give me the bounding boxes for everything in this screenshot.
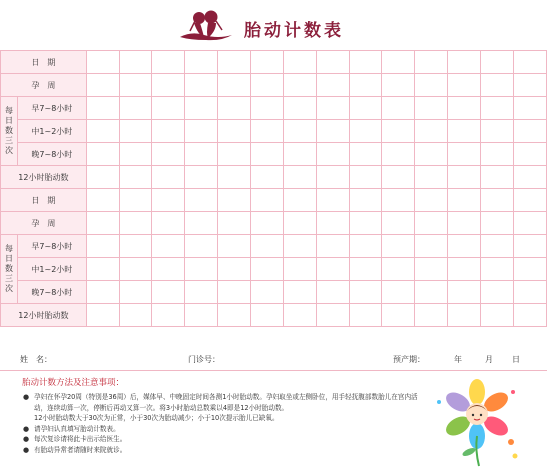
entry-cell[interactable]: [185, 166, 218, 189]
entry-cell[interactable]: [152, 189, 185, 212]
entry-cell[interactable]: [349, 212, 382, 235]
entry-cell[interactable]: [185, 97, 218, 120]
instruction-item: ● 有胎动异常者请随时来院就诊。: [23, 445, 127, 454]
entry-cell[interactable]: [152, 281, 185, 304]
entry-cell[interactable]: [251, 212, 284, 235]
entry-cell[interactable]: [86, 74, 119, 97]
entry-cell[interactable]: [218, 143, 251, 166]
entry-cell[interactable]: [316, 74, 349, 97]
entry-cell[interactable]: [218, 235, 251, 258]
entry-cell[interactable]: [218, 258, 251, 281]
entry-cell[interactable]: [86, 97, 119, 120]
time-slot-label: 晚7~8小时: [17, 281, 86, 304]
entry-cell[interactable]: [382, 258, 415, 281]
entry-cell[interactable]: [283, 143, 316, 166]
entry-cell[interactable]: [119, 212, 152, 235]
entry-cell[interactable]: [283, 97, 316, 120]
entry-cell[interactable]: [513, 74, 546, 97]
entry-cell[interactable]: [513, 51, 546, 74]
entry-cell[interactable]: [119, 166, 152, 189]
entry-cell[interactable]: [283, 212, 316, 235]
entry-cell[interactable]: [349, 235, 382, 258]
entry-cell[interactable]: [251, 258, 284, 281]
entry-cell[interactable]: [251, 51, 284, 74]
entry-cell[interactable]: [283, 258, 316, 281]
entry-cell[interactable]: [382, 74, 415, 97]
cartoon-flower-girl-icon: [425, 372, 525, 468]
entry-cell[interactable]: [316, 97, 349, 120]
entry-cell[interactable]: [218, 97, 251, 120]
entry-cell[interactable]: [185, 51, 218, 74]
entry-cell[interactable]: [448, 235, 481, 258]
entry-cell[interactable]: [185, 120, 218, 143]
entry-cell[interactable]: [316, 281, 349, 304]
entry-cell[interactable]: [448, 51, 481, 74]
entry-cell[interactable]: [152, 212, 185, 235]
entry-cell[interactable]: [415, 120, 448, 143]
header: [0, 0, 547, 50]
entry-cell[interactable]: [251, 304, 284, 327]
entry-cell[interactable]: [119, 235, 152, 258]
entry-cell[interactable]: [448, 258, 481, 281]
entry-cell[interactable]: [513, 120, 546, 143]
year-label: 年: [454, 355, 462, 364]
twelve-hour-total-row: [1, 166, 547, 189]
entry-cell[interactable]: [86, 143, 119, 166]
entry-cell[interactable]: [218, 212, 251, 235]
entry-cell[interactable]: [481, 143, 514, 166]
entry-cell[interactable]: [218, 120, 251, 143]
page-title: 胎动计数表: [244, 21, 344, 41]
entry-cell[interactable]: [448, 166, 481, 189]
entry-cell[interactable]: [316, 304, 349, 327]
entry-cell[interactable]: [185, 189, 218, 212]
entry-cell[interactable]: [481, 74, 514, 97]
time-slot-row: [1, 235, 547, 258]
entry-cell[interactable]: [415, 51, 448, 74]
entry-cell[interactable]: [316, 143, 349, 166]
time-slot-row: [1, 97, 547, 120]
entry-cell[interactable]: [349, 189, 382, 212]
instruction-item: ● 孕妇在怀孕20周（特别是36周）后，媒体早、中晚固定时间各测1小时胎动数。孕妇取坐或左侧卧位，用手轻抚腹部数胎儿在宫内活动，连续动算一次，停断后再动又算一次。将3小时胎动总数乘以4即是12小时胎动数。: [23, 393, 418, 412]
entry-cell[interactable]: [119, 74, 152, 97]
entry-cell[interactable]: [152, 235, 185, 258]
daily-three-times-label: 每 日 数 三 次: [1, 97, 18, 166]
entry-cell[interactable]: [86, 258, 119, 281]
clinic-number-label: 门诊号：: [188, 355, 220, 364]
entry-cell[interactable]: [481, 189, 514, 212]
entry-cell[interactable]: [152, 97, 185, 120]
entry-cell[interactable]: [152, 143, 185, 166]
entry-cell[interactable]: [152, 166, 185, 189]
entry-cell[interactable]: [349, 258, 382, 281]
entry-cell[interactable]: [382, 97, 415, 120]
entry-cell[interactable]: [251, 281, 284, 304]
entry-cell[interactable]: [448, 281, 481, 304]
twelve-hour-total-label: 12小时胎动数: [1, 166, 87, 189]
entry-cell[interactable]: [481, 281, 514, 304]
entry-cell[interactable]: [152, 51, 185, 74]
entry-cell[interactable]: [349, 304, 382, 327]
entry-cell[interactable]: [251, 189, 284, 212]
entry-cell[interactable]: [152, 258, 185, 281]
entry-cell[interactable]: [316, 166, 349, 189]
entry-cell[interactable]: [119, 120, 152, 143]
day-label: 日: [512, 355, 520, 364]
entry-cell[interactable]: [86, 235, 119, 258]
entry-cell[interactable]: [185, 212, 218, 235]
entry-cell[interactable]: [119, 51, 152, 74]
entry-cell[interactable]: [448, 120, 481, 143]
entry-cell[interactable]: [86, 304, 119, 327]
twelve-hour-total-row: [1, 304, 547, 327]
entry-cell[interactable]: [382, 143, 415, 166]
time-slot-label: 中1~2小时: [17, 120, 86, 143]
entry-cell[interactable]: [251, 143, 284, 166]
daily-three-times-label: 每 日 数 三 次: [1, 235, 18, 304]
entry-cell[interactable]: [415, 235, 448, 258]
entry-cell[interactable]: [382, 281, 415, 304]
entry-cell[interactable]: [481, 212, 514, 235]
entry-cell[interactable]: [382, 51, 415, 74]
entry-cell[interactable]: [382, 212, 415, 235]
entry-cell[interactable]: [481, 97, 514, 120]
entry-cell[interactable]: [251, 235, 284, 258]
twelve-hour-total-label: 12小时胎动数: [1, 304, 87, 327]
entry-cell[interactable]: [448, 212, 481, 235]
gestational-week-label: 孕 周: [1, 212, 87, 235]
entry-cell[interactable]: [415, 212, 448, 235]
entry-cell[interactable]: [283, 304, 316, 327]
entry-cell[interactable]: [448, 189, 481, 212]
instruction-item: ● 每次复诊请将此卡出示给医生。: [23, 435, 127, 443]
entry-cell[interactable]: [152, 74, 185, 97]
time-slot-row: [1, 120, 547, 143]
instruction-item: 12小时胎动数大于30次为正常，小于30次为胎动减少；小于10次提示胎儿已缺氧。: [34, 414, 279, 422]
entry-cell[interactable]: [251, 166, 284, 189]
entry-cell[interactable]: [283, 74, 316, 97]
entry-cell[interactable]: [382, 235, 415, 258]
entry-cell[interactable]: [481, 120, 514, 143]
entry-cell[interactable]: [448, 74, 481, 97]
entry-cell[interactable]: [513, 143, 546, 166]
entry-cell[interactable]: [349, 281, 382, 304]
entry-cell[interactable]: [415, 97, 448, 120]
entry-cell[interactable]: [415, 143, 448, 166]
entry-cell[interactable]: [283, 235, 316, 258]
entry-cell[interactable]: [152, 120, 185, 143]
entry-cell[interactable]: [316, 258, 349, 281]
gestational-week-row: [1, 212, 547, 235]
entry-cell[interactable]: [481, 51, 514, 74]
instructions-section: [22, 376, 422, 455]
entry-cell[interactable]: [251, 120, 284, 143]
entry-cell[interactable]: [119, 304, 152, 327]
entry-cell[interactable]: [349, 51, 382, 74]
entry-cell[interactable]: [251, 74, 284, 97]
cartoon-couple-icon: [178, 9, 234, 45]
entry-cell[interactable]: [283, 166, 316, 189]
entry-cell[interactable]: [283, 189, 316, 212]
entry-cell[interactable]: [86, 120, 119, 143]
entry-cell[interactable]: [415, 74, 448, 97]
entry-cell[interactable]: [218, 74, 251, 97]
entry-cell[interactable]: [349, 120, 382, 143]
entry-cell[interactable]: [283, 120, 316, 143]
instructions-list: [22, 392, 422, 455]
date-row: [1, 51, 547, 74]
entry-cell[interactable]: [349, 166, 382, 189]
entry-cell[interactable]: [185, 143, 218, 166]
entry-cell[interactable]: [513, 304, 546, 327]
entry-cell[interactable]: [119, 143, 152, 166]
entry-cell[interactable]: [119, 281, 152, 304]
entry-cell[interactable]: [86, 51, 119, 74]
month-label: 月: [485, 355, 493, 364]
entry-cell[interactable]: [185, 304, 218, 327]
entry-cell[interactable]: [415, 304, 448, 327]
instruction-item: ● 请孕妇认真填写胎动计数表。: [23, 424, 120, 433]
entry-cell[interactable]: [513, 189, 546, 212]
entry-cell[interactable]: [316, 51, 349, 74]
gestational-week-row: [1, 74, 547, 97]
name-label: 姓 名：: [20, 355, 52, 364]
entry-cell[interactable]: [448, 143, 481, 166]
time-slot-label: 早7~8小时: [17, 235, 86, 258]
entry-cell[interactable]: [415, 189, 448, 212]
entry-cell[interactable]: [185, 281, 218, 304]
entry-cell[interactable]: [218, 281, 251, 304]
entry-cell[interactable]: [218, 166, 251, 189]
entry-cell[interactable]: [513, 235, 546, 258]
entry-cell[interactable]: [316, 189, 349, 212]
entry-cell[interactable]: [251, 97, 284, 120]
entry-cell[interactable]: [349, 143, 382, 166]
entry-cell[interactable]: [481, 166, 514, 189]
entry-cell[interactable]: [448, 97, 481, 120]
entry-cell[interactable]: [481, 304, 514, 327]
entry-cell[interactable]: [86, 189, 119, 212]
entry-cell[interactable]: [382, 120, 415, 143]
entry-cell[interactable]: [119, 189, 152, 212]
entry-cell[interactable]: [481, 258, 514, 281]
gestational-week-label: 孕 周: [1, 74, 87, 97]
entry-cell[interactable]: [349, 74, 382, 97]
entry-cell[interactable]: [86, 281, 119, 304]
entry-cell[interactable]: [152, 304, 185, 327]
entry-cell[interactable]: [481, 235, 514, 258]
entry-cell[interactable]: [513, 97, 546, 120]
entry-cell[interactable]: [283, 51, 316, 74]
time-slot-row: [1, 258, 547, 281]
date-row: [1, 189, 547, 212]
time-slot-row: [1, 143, 547, 166]
entry-cell[interactable]: [415, 281, 448, 304]
time-slot-label: 早7~8小时: [17, 97, 86, 120]
entry-cell[interactable]: [349, 97, 382, 120]
entry-cell[interactable]: [513, 281, 546, 304]
entry-cell[interactable]: [513, 166, 546, 189]
entry-cell[interactable]: [218, 51, 251, 74]
entry-cell[interactable]: [185, 74, 218, 97]
entry-cell[interactable]: [316, 212, 349, 235]
time-slot-row: [1, 281, 547, 304]
entry-cell[interactable]: [382, 304, 415, 327]
entry-cell[interactable]: [448, 304, 481, 327]
entry-cell[interactable]: [513, 258, 546, 281]
entry-cell[interactable]: [382, 189, 415, 212]
entry-cell[interactable]: [218, 304, 251, 327]
entry-cell[interactable]: [513, 212, 546, 235]
entry-cell[interactable]: [119, 97, 152, 120]
entry-cell[interactable]: [382, 166, 415, 189]
date-label: 日 期: [1, 189, 87, 212]
entry-cell[interactable]: [316, 120, 349, 143]
entry-cell[interactable]: [415, 166, 448, 189]
entry-cell[interactable]: [86, 212, 119, 235]
instructions-title: 胎动计数方法及注意事项：: [22, 378, 125, 388]
time-slot-label: 晚7~8小时: [17, 143, 86, 166]
entry-cell[interactable]: [185, 235, 218, 258]
time-slot-label: 中1~2小时: [17, 258, 86, 281]
entry-cell[interactable]: [316, 235, 349, 258]
date-label: 日 期: [1, 51, 87, 74]
entry-cell[interactable]: [283, 281, 316, 304]
entry-cell[interactable]: [415, 258, 448, 281]
entry-cell[interactable]: [119, 258, 152, 281]
entry-cell[interactable]: [218, 189, 251, 212]
patient-info-row: [0, 346, 547, 371]
entry-cell[interactable]: [185, 258, 218, 281]
entry-cell[interactable]: [86, 166, 119, 189]
due-date-label: 预产期：: [393, 355, 425, 364]
fetal-movement-table: [0, 50, 547, 327]
